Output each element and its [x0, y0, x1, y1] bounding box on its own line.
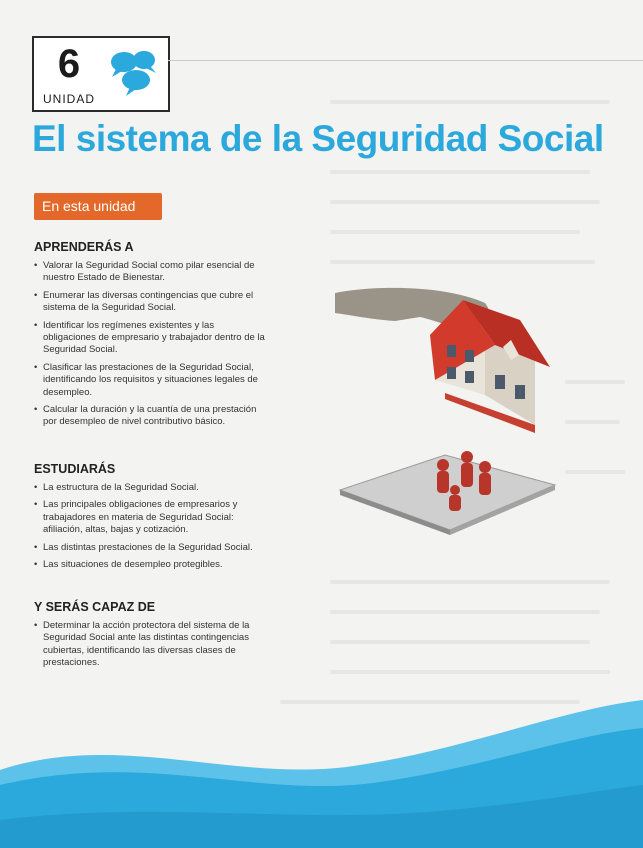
list-item: • Clasificar las prestaciones de la Seguridad Social, identificando los requisitos y situaciones legales de desempleo. — [34, 362, 269, 399]
decorative-wave — [0, 690, 643, 848]
unit-number-box — [32, 36, 106, 112]
section-heading: APRENDERÁS A — [34, 240, 134, 254]
list-item: • Las distintas prestaciones de la Seguridad Social. — [34, 542, 269, 554]
list-item: • Valorar la Seguridad Social como pilar esencial de nuestro Estado de Bienestar. — [34, 260, 269, 285]
list-item: • Enumerar las diversas contingencias que cubre el sistema de la Seguridad Social. — [34, 290, 269, 315]
objectives-list — [34, 260, 269, 429]
list-item: • La estructura de la Seguridad Social. — [34, 482, 269, 494]
list-item: • Las situaciones de desempleo protegibles. — [34, 559, 269, 571]
speech-bubbles-icon — [102, 38, 168, 110]
section-aprenderas — [34, 240, 269, 434]
header-rule — [168, 60, 643, 61]
page-title: El sistema de la Seguridad Social — [32, 118, 604, 159]
in-this-unit-badge: En esta unidad — [34, 193, 162, 220]
list-item: • Calcular la duración y la cuantía de una prestación por desempleo de nivel contributivo básico. — [34, 404, 269, 429]
section-seras-capaz — [34, 600, 269, 675]
topics-list — [34, 482, 269, 571]
unit-icon-box — [102, 36, 170, 112]
list-item: • Determinar la acción protectora del sistema de la Seguridad Social ante las distintas contingencias cubiertas, identificando las diversas clases de prestaciones. — [34, 620, 269, 670]
list-item: • Identificar los regímenes existentes y las obligaciones de empresario y trabajador dentro de la Seguridad Social. — [34, 320, 269, 357]
skills-list — [34, 620, 269, 670]
section-estudiaras — [34, 462, 269, 576]
list-item: • Las principales obligaciones de empresarios y trabajadores en materia de Seguridad Social: afiliación, altas, bajas y cotización. — [34, 499, 269, 536]
section-heading: Y SERÁS CAPAZ DE — [34, 600, 156, 614]
unit-number: 6 — [57, 42, 81, 86]
house-illustration — [335, 285, 560, 550]
section-heading: ESTUDIARÁS — [34, 462, 116, 476]
house — [430, 300, 550, 433]
unit-label: UNIDAD — [42, 92, 95, 106]
